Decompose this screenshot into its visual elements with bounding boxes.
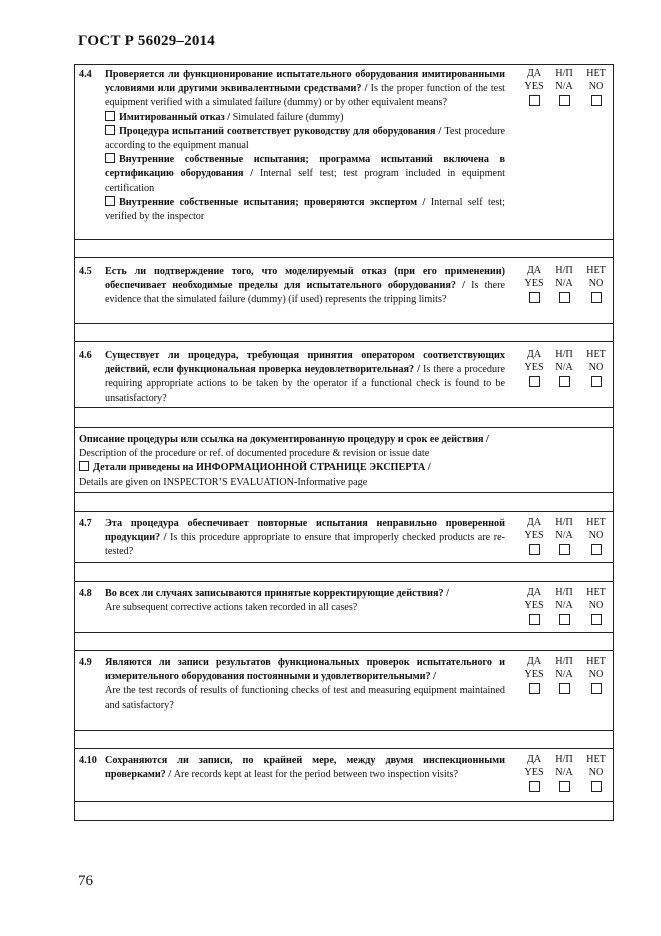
question-number: 4.6	[79, 350, 92, 361]
answer-group: ДА YES Н/П N/A НЕТ NO	[519, 349, 611, 393]
option-checkbox[interactable]	[105, 111, 115, 121]
option-checkbox[interactable]	[105, 153, 115, 163]
no-checkbox[interactable]	[591, 376, 602, 387]
option-test-procedure: Процедура испытаний соответствует руководству для оборудования / Test procedure according to the equipment manual	[105, 125, 505, 152]
yes-checkbox[interactable]	[529, 544, 540, 555]
question-text: Сохраняются ли записи, по крайней мере, между двумя инспекционными проверками? / Are records kept at least for the period between two inspection visits?	[105, 755, 505, 781]
divider	[75, 407, 613, 408]
divider	[75, 257, 613, 258]
na-checkbox[interactable]	[559, 544, 570, 555]
no-checkbox[interactable]	[591, 781, 602, 792]
question-text: Есть ли подтверждение того, что моделируемый отказ (при его применении) обеспечивает необходимые пределы для испытательного оборудования? / Is there evidence that the simulated failure (dummy) (if used) represents the tripping limits?	[105, 266, 505, 306]
document-header: ГОСТ Р 56029–2014	[78, 33, 215, 49]
no-checkbox[interactable]	[591, 683, 602, 694]
no-checkbox[interactable]	[591, 544, 602, 555]
na-checkbox[interactable]	[559, 683, 570, 694]
answer-group: ДА YES Н/П N/A НЕТ NO	[519, 754, 611, 798]
question-text: Проверяется ли функционирование испытательного оборудования имитированными условиями или другими эквивалентными средствами? / Is the proper function of the test equipment verified with a simulated failure (dummy) or by other equivalent means? Имитированный отказ / Simulated failure (dummy) Процедура испытаний соответствует руководству для оборудования / Test procedure according to the equipment manual Внутренние собственные испытания; программа испытаний включена в сертификацию оборудования / Internal self test; test program included in equipment certification Внутренние собственные испытания; проверяются экспертом / Internal self test; verified by the inspector	[105, 68, 505, 224]
divider	[75, 341, 613, 342]
na-checkbox[interactable]	[559, 95, 570, 106]
option-checkbox[interactable]	[105, 125, 115, 135]
answer-group: ДА YES Н/П N/A НЕТ NO	[519, 656, 611, 700]
divider	[75, 730, 613, 731]
answer-group: ДА YES Н/П N/A НЕТ NO	[519, 587, 611, 631]
na-checkbox[interactable]	[559, 614, 570, 625]
option-simulated-failure: Имитированный отказ / Simulated failure (dummy)	[105, 111, 505, 125]
na-checkbox[interactable]	[559, 781, 570, 792]
na-checkbox[interactable]	[559, 292, 570, 303]
divider	[75, 562, 613, 563]
yes-checkbox[interactable]	[529, 614, 540, 625]
na-checkbox[interactable]	[559, 376, 570, 387]
divider	[75, 650, 613, 651]
question-number: 4.7	[79, 518, 92, 529]
option-internal-inspector: Внутренние собственные испытания; проверяются экспертом / Internal self test; verified by the inspector	[105, 196, 505, 223]
option-internal-certification: Внутренние собственные испытания; программа испытаний включена в сертификацию оборудования / Internal self test; test program included in equipment certification	[105, 154, 505, 194]
answer-group: ДА YES Н/П N/A НЕТ NO	[519, 68, 611, 112]
question-text: Эта процедура обеспечивает повторные испытания неправильно проверенной продукции? / Is this procedure appropriate to ensure that improperly checked products are re-tested?	[105, 518, 505, 558]
question-text: Существует ли процедура, требующая принятия оператором соответствующих действий, если функциональная проверка неудовлетворительная? / Is there a procedure requiring appropriate actions to be taken by the operator if a functional check is found to be unsatisfactory?	[105, 350, 505, 404]
question-number: 4.10	[79, 755, 97, 766]
question-number: 4.5	[79, 266, 92, 277]
divider	[75, 632, 613, 633]
no-checkbox[interactable]	[591, 95, 602, 106]
divider	[75, 492, 613, 493]
question-number: 4.8	[79, 588, 92, 599]
yes-checkbox[interactable]	[529, 376, 540, 387]
divider	[75, 748, 613, 749]
details-checkbox[interactable]	[79, 461, 89, 471]
question-text: Являются ли записи результатов функциональных проверок испытательного и измерительного оборудования постоянными и удовлетворительными? / Are the test records of results of functioning checks of test and measuring equipment maintained and satisfactory?	[105, 657, 505, 711]
divider	[75, 323, 613, 324]
question-text: Во всех ли случаях записываются принятые корректирующие действия? / Are subsequent corrective actions taken recorded in all cases?	[105, 588, 449, 614]
answer-group: ДА YES Н/П N/A НЕТ NO	[519, 265, 611, 309]
yes-checkbox[interactable]	[529, 781, 540, 792]
question-number: 4.4	[79, 69, 92, 80]
checklist-table	[74, 64, 614, 821]
yes-checkbox[interactable]	[529, 95, 540, 106]
divider	[75, 239, 613, 240]
answer-group: ДА YES Н/П N/A НЕТ NO	[519, 517, 611, 561]
question-number: 4.9	[79, 657, 92, 668]
divider	[75, 427, 613, 428]
divider	[75, 581, 613, 582]
description-text: Описание процедуры или ссылка на документированную процедуру и срок ее действия / Description of the procedure or ref. of documented procedure & revision or issue date Детали приведены на ИНФОРМАЦИОННОЙ СТРАНИЦЕ ЭКСПЕРТА / Details are given on INSPECTOR’S EVALUATION-Informative page	[79, 434, 489, 488]
no-checkbox[interactable]	[591, 614, 602, 625]
page-number: 76	[78, 873, 93, 889]
divider	[75, 511, 613, 512]
yes-checkbox[interactable]	[529, 683, 540, 694]
yes-checkbox[interactable]	[529, 292, 540, 303]
option-checkbox[interactable]	[105, 196, 115, 206]
no-checkbox[interactable]	[591, 292, 602, 303]
divider	[75, 801, 613, 802]
